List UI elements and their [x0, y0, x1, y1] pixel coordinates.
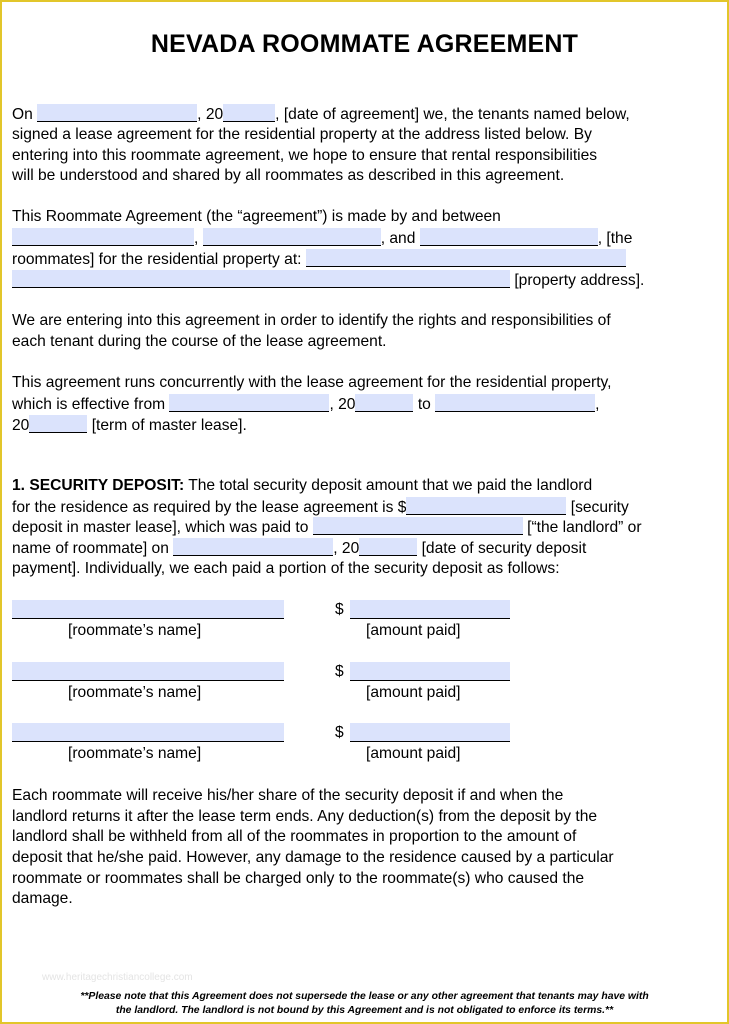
intro-line-1	[12, 104, 630, 125]
term-of-master-lease-label: [term of master lease].	[91, 417, 247, 434]
return-line-3: landlord shall be withheld from all of the roommates in proportion to the amount of	[12, 828, 577, 845]
parties-line-3: roommates] for the residential property at:	[12, 249, 626, 270]
deposit-year-field[interactable]	[359, 538, 417, 556]
intro-line-3: entering into this roommate agreement, we hope to ensure that rental responsibilities	[12, 147, 598, 164]
lease-start-year-field[interactable]	[355, 394, 413, 412]
lease-end-year-field[interactable]	[29, 415, 87, 433]
amount-paid-caption: [amount paid]	[366, 622, 461, 639]
return-line-5: roommate or roommates shall be charged only to the roommate(s) who caused the	[12, 870, 585, 887]
lease-start-date-field[interactable]	[169, 394, 329, 412]
watermark: www.heritagechristiancollege.com	[42, 972, 193, 983]
dollar-sign: $	[335, 601, 344, 618]
parties-line-1: This Roommate Agreement (the “agreement”) is made by and between	[12, 208, 501, 225]
to-label: to	[417, 396, 431, 413]
term-line-2: which is effective from , 20 to ,	[12, 396, 600, 413]
intro-line-2: signed a lease agreement for the residential property at the address listed below. By	[12, 126, 592, 143]
amount-paid-caption: [amount paid]	[366, 745, 461, 762]
tenant-1-field[interactable]	[12, 228, 194, 246]
roommate-1-name-field[interactable]	[12, 600, 284, 619]
year-prefix: , 20	[197, 106, 224, 123]
purpose-line-1: We are entering into this agreement in order to identify the rights and responsibilities of	[12, 312, 611, 329]
tenant-2-field[interactable]	[203, 228, 381, 246]
term-line-1: This agreement runs concurrently with the lease agreement for the residential property,	[12, 374, 612, 391]
property-address-field-2[interactable]	[12, 270, 510, 288]
security-deposit-amount-field[interactable]	[406, 497, 566, 515]
footer-notice-line-1: **Please note that this Agreement does not supersede the lease or any other agreement that tenants may have with	[80, 991, 649, 1002]
security-line-2: for the residence as required by the lease agreement is $ [security	[12, 499, 629, 516]
return-line-6: damage.	[12, 890, 73, 907]
dollar-sign: $	[335, 724, 344, 741]
security-line-4: name of roommate] on , 20 [date of security deposit	[12, 540, 587, 557]
amount-paid-caption: [amount paid]	[366, 684, 461, 701]
roommate-3-amount-field[interactable]	[350, 723, 510, 742]
return-line-2: landlord returns it after the lease term ends. Any deduction(s) from the deposit by the	[12, 808, 598, 825]
parties-line-2: , , and , [the	[12, 228, 632, 249]
on-label: On	[12, 106, 33, 123]
roommate-1-amount-field[interactable]	[350, 600, 510, 619]
paid-to-field[interactable]	[313, 517, 523, 535]
intro-line-4: will be understood and shared by all roommates as described in this agreement.	[12, 167, 565, 184]
term-line-3: 20 [term of master lease].	[12, 417, 247, 434]
return-line-4: deposit that he/she paid. However, any damage to the residence caused by a particular	[12, 849, 614, 866]
property-address-field-1[interactable]	[306, 249, 626, 267]
roommate-name-caption: [roommate’s name]	[68, 684, 202, 701]
deposit-date-field[interactable]	[173, 538, 333, 556]
date-of-agreement-text: , [date of agreement] we, the tenants named below,	[275, 106, 630, 123]
and-label: , and	[380, 230, 416, 247]
tenant-3-field[interactable]	[420, 228, 598, 246]
security-deposit-heading: 1. SECURITY DEPOSIT:	[12, 477, 185, 494]
purpose-line-2: each tenant during the course of the lease agreement.	[12, 333, 387, 350]
roommate-2-name-field[interactable]	[12, 662, 284, 681]
roommate-name-caption: [roommate’s name]	[68, 622, 202, 639]
roommate-name-caption: [roommate’s name]	[68, 745, 202, 762]
lease-end-date-field[interactable]	[435, 394, 595, 412]
roommate-2-amount-field[interactable]	[350, 662, 510, 681]
footer-notice-line-2: the landlord. The landlord is not bound by this Agreement and is not obligated to enforce its terms.**	[115, 1005, 614, 1016]
agreement-date-field[interactable]	[37, 104, 197, 122]
security-line-1: 1. SECURITY DEPOSIT: The total security deposit amount that we paid the landlord	[12, 477, 593, 494]
return-line-1: Each roommate will receive his/her share of the security deposit if and when the	[12, 787, 564, 804]
dollar-sign: $	[335, 663, 344, 680]
roommate-3-name-field[interactable]	[12, 723, 284, 742]
agreement-year-field[interactable]	[223, 104, 275, 122]
document-title: NEVADA ROOMMATE AGREEMENT	[150, 30, 579, 58]
property-address-label: [property address].	[514, 272, 645, 289]
security-line-3: deposit in master lease], which was paid to [“the landlord” or	[12, 519, 642, 536]
parties-line-4	[12, 270, 644, 291]
security-line-5: payment]. Individually, we each paid a portion of the security deposit as follows:	[12, 560, 560, 577]
